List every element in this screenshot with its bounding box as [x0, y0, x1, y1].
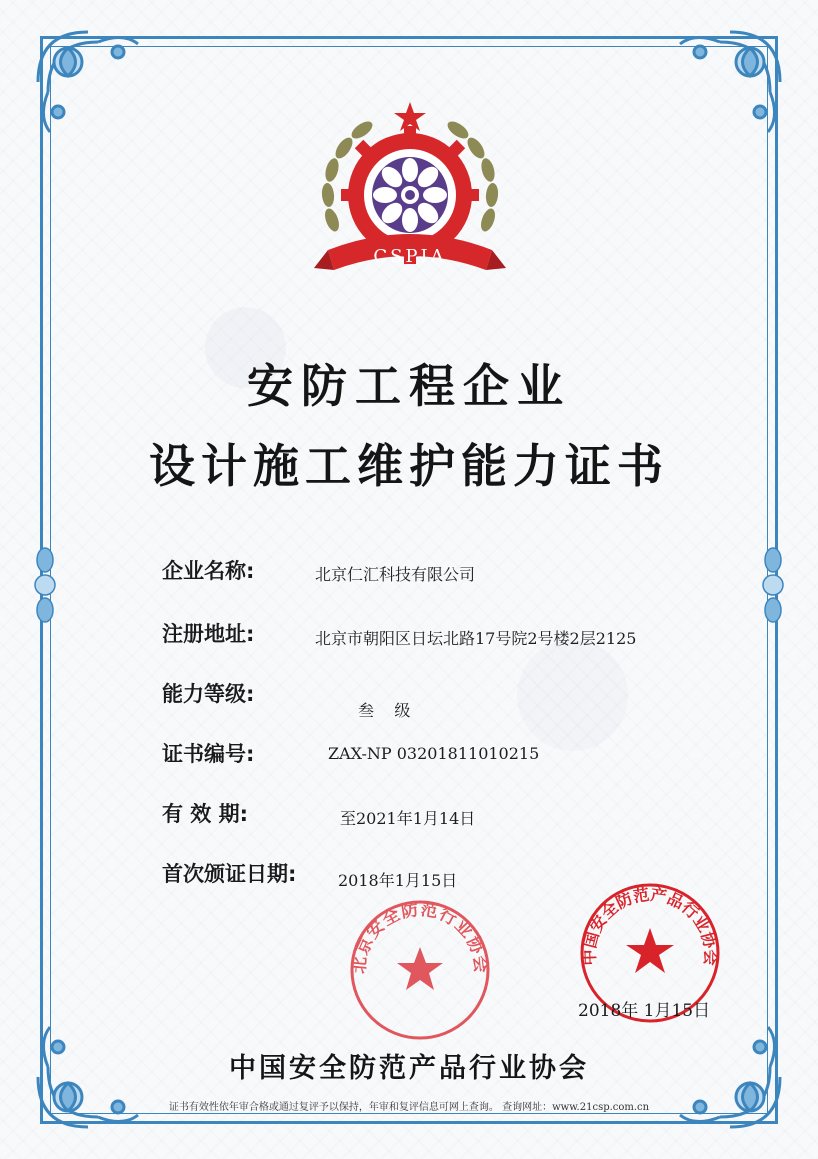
validity-value: 至2021年1月14日	[340, 809, 476, 828]
side-ornament-left	[30, 540, 60, 630]
title-line-2: 设计施工维护能力证书	[149, 439, 669, 493]
corner-ornament-top-right	[670, 22, 790, 142]
beijing-association-seal	[345, 895, 495, 1045]
beijing-seal-text: 北京安全防范行业协会	[349, 899, 491, 975]
issuer-name: 中国安全防范产品行业协会	[229, 1053, 589, 1084]
cspia-emblem	[310, 100, 510, 300]
first-issue-date-value: 2018年1月15日	[338, 871, 458, 890]
company-name-value: 北京仁汇科技有限公司	[315, 565, 476, 584]
grade-label: 能力等级:	[162, 682, 255, 706]
corner-ornament-top-left	[28, 22, 148, 142]
cspia-seal-text: 中国安全防范产品行业协会	[579, 884, 721, 966]
first-issue-date-label: 首次颁证日期:	[162, 862, 297, 886]
validity-label: 有 效 期:	[162, 802, 249, 826]
certificate-number-value: ZAX-NP 03201811010215	[328, 744, 540, 763]
grade-value: 叁 级	[358, 701, 411, 720]
certificate-number-label: 证书编号:	[162, 742, 255, 766]
seal-date: 2018年 1月15日	[578, 1001, 711, 1021]
title-line-1: 安防工程企业	[247, 359, 571, 413]
company-name-label: 企业名称:	[162, 559, 255, 583]
address-label: 注册地址:	[162, 622, 255, 646]
footnote: 证书有效性依年审合格或通过复评予以保持，年审和复评信息可网上查询。 查询网址：www.21csp.com.cn	[168, 1102, 650, 1113]
address-value: 北京市朝阳区日坛北路17号院2号楼2层2125	[315, 629, 637, 648]
emblem-ribbon-text: CSPIA	[373, 246, 447, 267]
side-ornament-right	[758, 540, 788, 630]
